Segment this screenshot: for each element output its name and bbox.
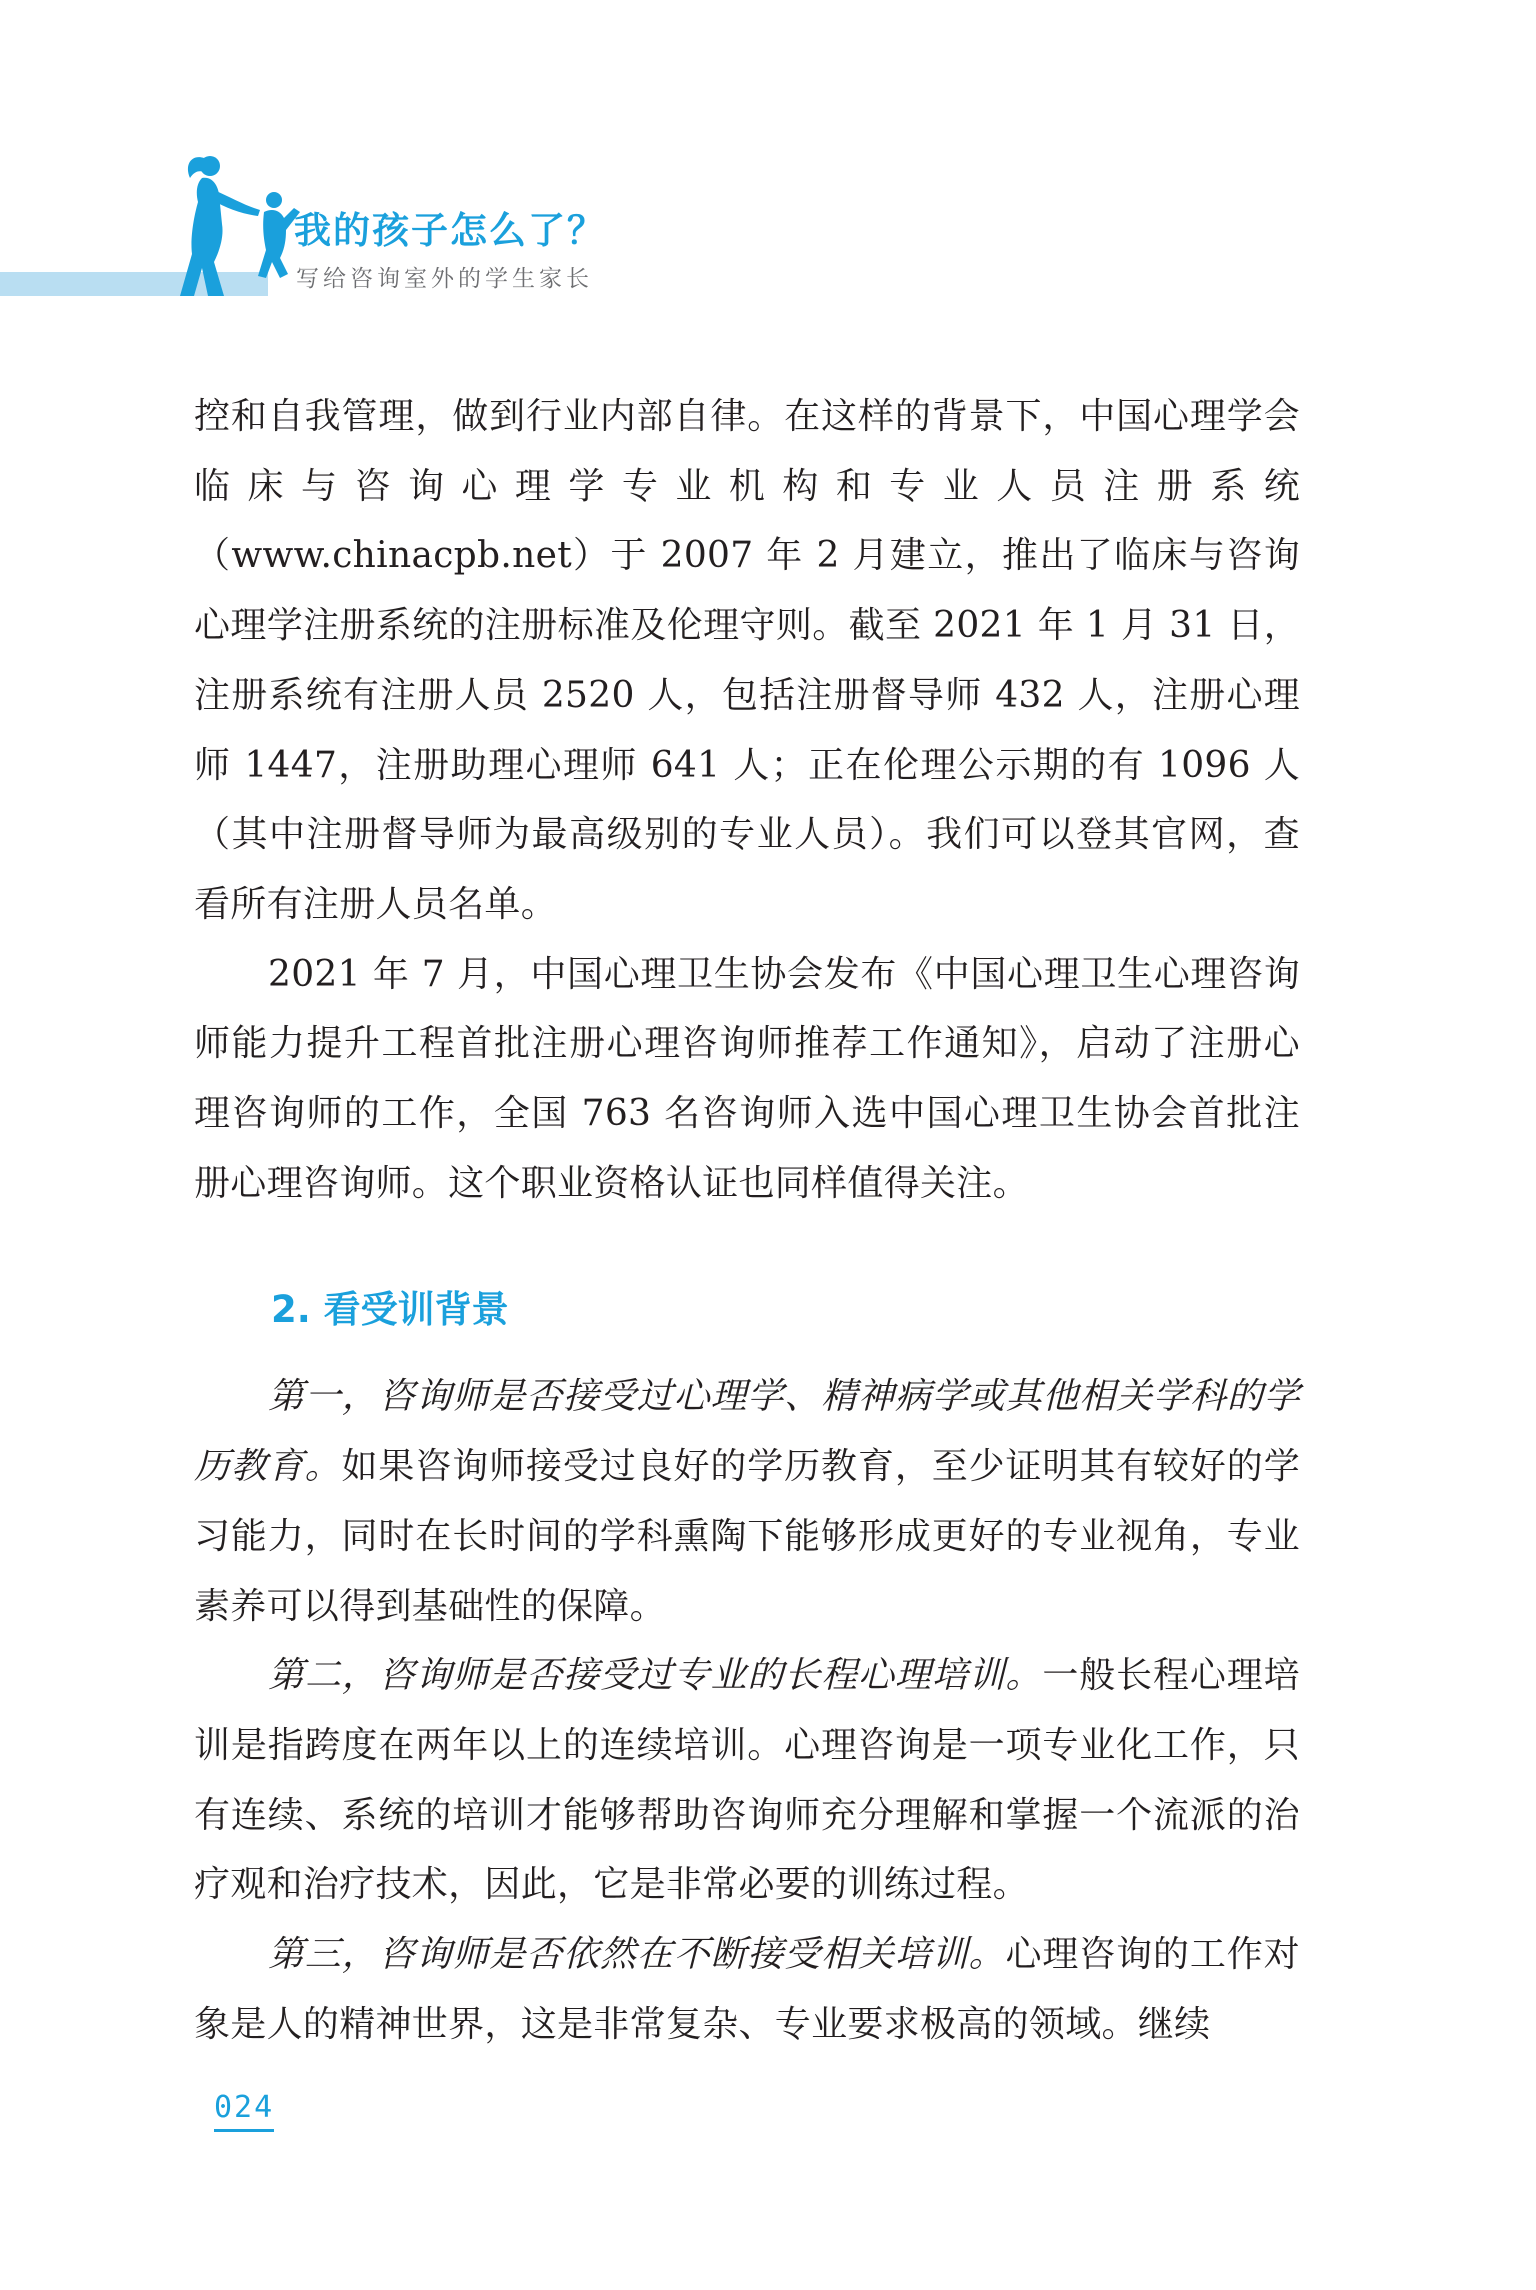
criterion-lead: 第一，咨询师是否接受过心理学、精神病学或其他相关学科的学历教育。 <box>194 1376 1300 1488</box>
body-paragraph: 控和自我管理，做到行业内部自律。在这样的背景下，中国心理学会临床与咨询心理学专业机构和专业人员注册系统（www.chinacpb.net）于 2007 年 2 月建立，推出了临床与咨询心理学注册系统的注册标准及伦理守则。截至 2021 年 1 月 31 日，注册系统有注册人员 2520 人，包括注册督导师 432 人，注册心理师 1447，注册助理心理师 641 人；正在伦理公示期的有 1096 人（其中注册督导师为最高级别的专业人员）。我们可以登其官网，查看所有注册人员名单。 <box>194 396 1300 925</box>
header-book-subtitle: 写给咨询室外的学生家长 <box>296 266 593 292</box>
criterion-lead: 第二，咨询师是否接受过专业的长程心理培训。 <box>268 1655 1043 1697</box>
header-book-title: 我的孩子怎么了？ <box>294 209 606 252</box>
criterion-lead: 第三，咨询师是否依然在不断接受相关培训。 <box>268 1934 1006 1976</box>
criterion-text: 心理咨询的工作对象是人的精神世界，这是非常复杂、专业要求极高的领域。继续 <box>194 1934 1300 2045</box>
section-heading: 2. 看受训背景 <box>271 1288 509 1332</box>
page-number: 024 <box>214 2093 274 2132</box>
criterion-paragraph <box>194 1641 1300 1920</box>
criterion-text: 如果咨询师接受过良好的学历教育，至少证明其有较好的学习能力，同时在长时间的学科熏陶下能够形成更好的专业视角，专业素养可以得到基础性的保障。 <box>194 1446 1300 1627</box>
criterion-paragraph <box>194 1362 1300 1641</box>
body-paragraph: 2021 年 7 月，中国心理卫生协会发布《中国心理卫生心理咨询师能力提升工程首批注册心理咨询师推荐工作通知》，启动了注册心理咨询师的工作，全国 763 名咨询师入选中国心理卫生协会首批注册心理咨询师。这个职业资格认证也同样值得关注。 <box>194 953 1300 1204</box>
page-body <box>194 382 1300 2059</box>
criterion-text: 一般长程心理培训是指跨度在两年以上的连续培训。心理咨询是一项专业化工作，只有连续、系统的培训才能够帮助咨询师充分理解和掌握一个流派的治疗观和治疗技术，因此，它是非常必要的训练过程。 <box>194 1655 1300 1906</box>
criterion-paragraph <box>194 1920 1300 2059</box>
